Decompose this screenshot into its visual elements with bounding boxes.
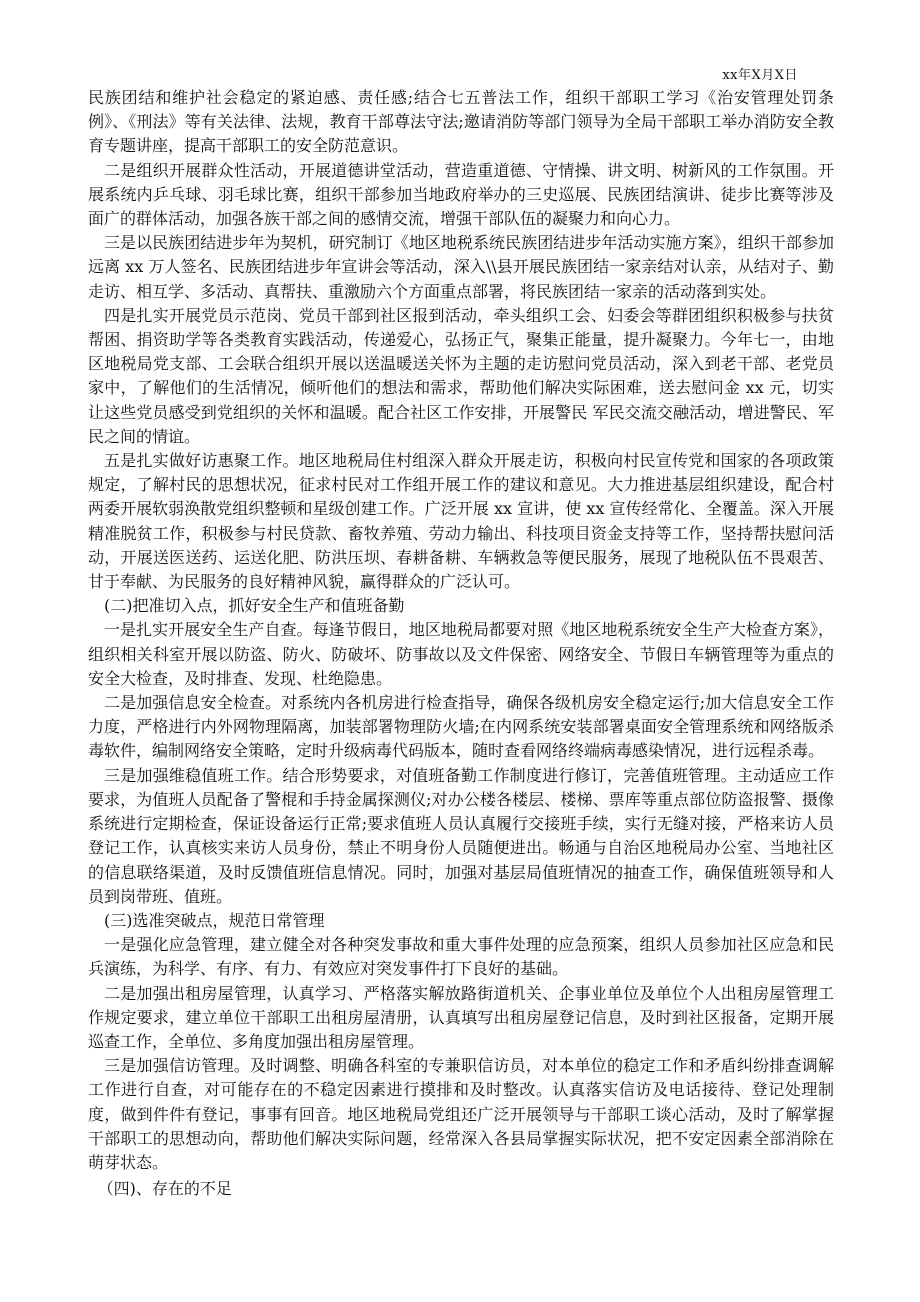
header-date: xx年X月X日 <box>722 68 798 83</box>
paragraph: 一是扎实开展安全生产自查。每逢节假日，地区地税局都要对照《地区地税系统安全生产大检查方案》，组织相关科室开展以防盗、防火、防破坏、防事故以及文件保密、网络安全、节假日车辆管理等为重点的安全大检查，及时排查、发现、杜绝隐患。 <box>88 620 834 688</box>
paragraph: 三是加强维稳值班工作。结合形势要求，对值班备勤工作制度进行修订，完善值班管理。主动适应工作要求，为值班人员配备了警棍和手持金属探测仪;对办公楼各楼层、楼梯、票库等重点部位防盗报警、摄像系统进行定期检查，保证设备运行正常;要求值班人员认真履行交接班手续，实行无缝对接，严格来访人员登记工作，认真核实来访人员身份，禁止不明身份人员随便进出。畅通与自治区地税局办公室、当地社区的信息联络渠道，及时反馈值班信息情况。同时，加强对基层局值班情况的抽查工作，确保值班领导和人员到岗带班、值班。 <box>88 765 834 906</box>
paragraph: 五是扎实做好访惠聚工作。地区地税局住村组深入群众开展走访，积极向村民宣传党和国家的各项政策规定，了解村民的思想状况，征求村民对工作组开展工作的建议和意见。大力推进基层组织建设，配合村两委开展软弱涣散党组织整顿和星级创建工作。广泛开展 xx 宣讲，使 xx 宣传经常化、全覆盖。深入开展精准脱贫工作，积极参与村民贷款、畜牧养殖、劳动力输出、科技项目资金支持等工作，坚持帮扶慰问活动，开展送医送药、运送化肥、防洪压坝、春耕备耕、车辆救急等便民服务，展现了地税队伍不畏艰苦、甘于奉献、为民服务的良好精神风貌，赢得群众的广泛认可。 <box>88 451 834 592</box>
section-heading: (三)选准突破点，规范日常管理 <box>104 910 325 930</box>
paragraph: 二是加强信息安全检查。对系统内各机房进行检查指导，确保各级机房安全稳定运行;加大信息安全工作力度，严格进行内外网物理隔离，加装部署物理防火墙;在内网系统安装部署桌面安全管理系统和网络版杀毒软件，编制网络安全策略，定时升级病毒代码版本，随时查看网络终端病毒感染情况，进行远程杀毒。 <box>88 693 834 761</box>
paragraph: 三是加强信访管理。及时调整、明确各科室的专兼职信访员，对本单位的稳定工作和矛盾纠纷排查调解工作进行自查，对可能存在的不稳定因素进行摸排和及时整改。认真落实信访及电话接待、登记处理制度，做到件件有登记，事事有回音。地区地税局党组还广泛开展领导与干部职工谈心活动，及时了解掌握干部职工的思想动向，帮助他们解决实际问题，经常深入各县局掌握实际状况，把不安定因素全部消除在萌芽状态。 <box>88 1056 834 1172</box>
section-heading: （四)、存在的不足 <box>97 1179 232 1199</box>
paragraph-continuation: 民族团结和维护社会稳定的紧迫感、责任感;结合七五普法工作，组织干部职工学习《治安管理处罚条例》、《刑法》等有关法律、法规，教育干部尊法守法;邀请消防等部门领导为全局干部职工举办消防安全教育专题讲座，提高干部职工的安全防范意识。 <box>88 88 834 156</box>
paragraph: 一是强化应急管理，建立健全对各种突发事故和重大事件处理的应急预案，组织人员参加社区应急和民兵演练，为科学、有序、有力、有效应对突发事件打下良好的基础。 <box>88 935 834 979</box>
paragraph: 三是以民族团结进步年为契机，研究制订《地区地税系统民族团结进步年活动实施方案》，组织干部参加远离 xx 万人签名、民族团结进步年宣讲会等活动，深入\\县开展民族团结一家亲结对认亲，从结对子、勤走访、相互学、多活动、真帮扶、重激励六个方面重点部署，将民族团结一家亲的活动落到实处。 <box>88 233 834 301</box>
section-heading: (二)把准切入点，抓好安全生产和值班备勤 <box>104 596 405 616</box>
document-body <box>88 86 834 1201</box>
paragraph: 四是扎实开展党员示范岗、党员干部到社区报到活动，牵头组织工会、妇委会等群团组织积极参与扶贫帮困、捐资助学等各类教育实践活动，传递爱心，弘扬正气，聚集正能量，提升凝聚力。今年七一，由地区地税局党支部、工会联合组织开展以送温暖送关怀为主题的走访慰问党员活动，深入到老干部、老党员家中，了解他们的生活情况，倾听他们的想法和需求，帮助他们解决实际困难，送去慰问金 xx 元，切实让这些党员感受到党组织的关怀和温暖。配合社区工作安排，开展警民 军民交流交融活动，增进警民、军民之间的情谊。 <box>88 305 834 446</box>
paragraph: 二是加强出租房屋管理，认真学习、严格落实解放路街道机关、企事业单位及单位个人出租房屋管理工作规定要求，建立单位干部职工出租房屋清册，认真填写出租房屋登记信息，及时到社区报备，定期开展巡查工作，全单位、多角度加强出租房屋管理。 <box>88 983 834 1051</box>
paragraph: 二是组织开展群众性活动，开展道德讲堂活动，营造重道德、守情操、讲文明、树新风的工作氛围。开展系统内乒乓球、羽毛球比赛，组织干部参加当地政府举办的三史巡展、民族团结演讲、徒步比赛等涉及面广的群体活动，加强各族干部之间的感情交流，增强干部队伍的凝聚力和向心力。 <box>88 160 834 229</box>
